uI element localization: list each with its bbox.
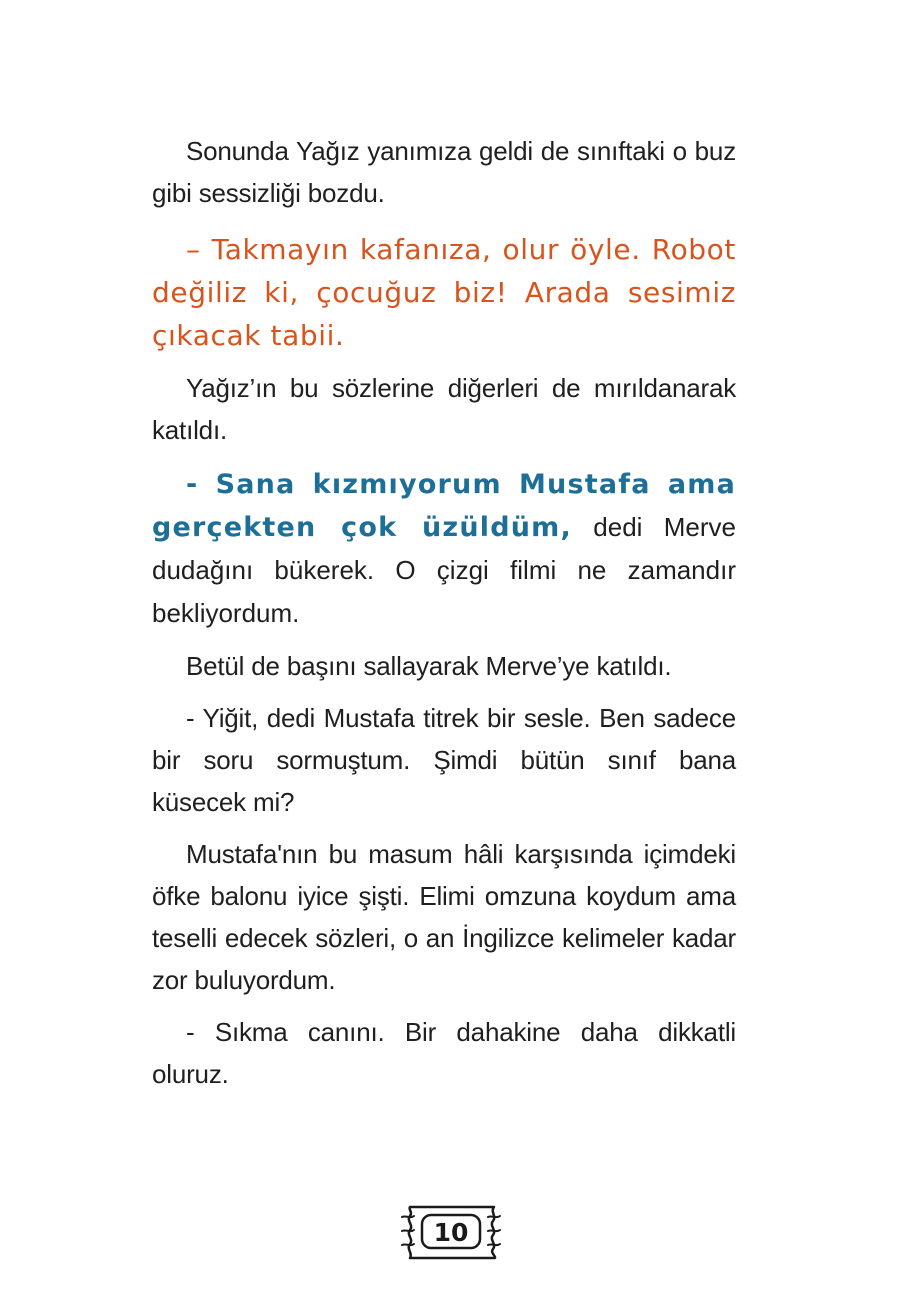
dialog-yagiz: – Takmayın kafanıza, olur öyle. Robot değiliz ki, çocuğuz biz! Arada sesimiz çıkacak tabii. (152, 233, 736, 352)
page-number: 10 (433, 1217, 469, 1247)
page-body (152, 130, 736, 1095)
paragraph-8: - Sıkma canını. Bir dahakine daha dikkatli oluruz. (152, 1017, 736, 1089)
paragraph-6: - Yiğit, dedi Mustafa titrek bir sesle. Ben sadece bir soru sormuştum. Şimdi bütün sınıf bana küsecek mi? (152, 703, 736, 817)
paragraph-1: Sonunda Yağız yanımıza geldi de sınıftaki o buz gibi sessizliği bozdu. (152, 136, 736, 208)
dialog-merve (152, 463, 736, 635)
dialog-merve-highlight: - Sana kızmıyorum Mustafa ama gerçekten çok üzüldüm, (152, 469, 736, 543)
paragraph-3: Yağız’ın bu sözlerine diğerleri de mırıldanarak katıldı. (152, 373, 736, 445)
page-number-badge (398, 1203, 504, 1261)
paragraph-7: Mustafa'nın bu masum hâli karşısında içimdeki öfke balonu iyice şişti. Elimi omzuna koydum ama teselli edecek sözleri, o an İngilizce kelimeler kadar zor buluyordum. (152, 839, 736, 995)
dialog-merve-rest: dedi Merve dudağını bükerek. O çizgi filmi ne zamandır bekliyordum. (152, 512, 737, 628)
paragraph-5: Betül de başını sallayarak Merve’ye katıldı. (186, 651, 672, 681)
